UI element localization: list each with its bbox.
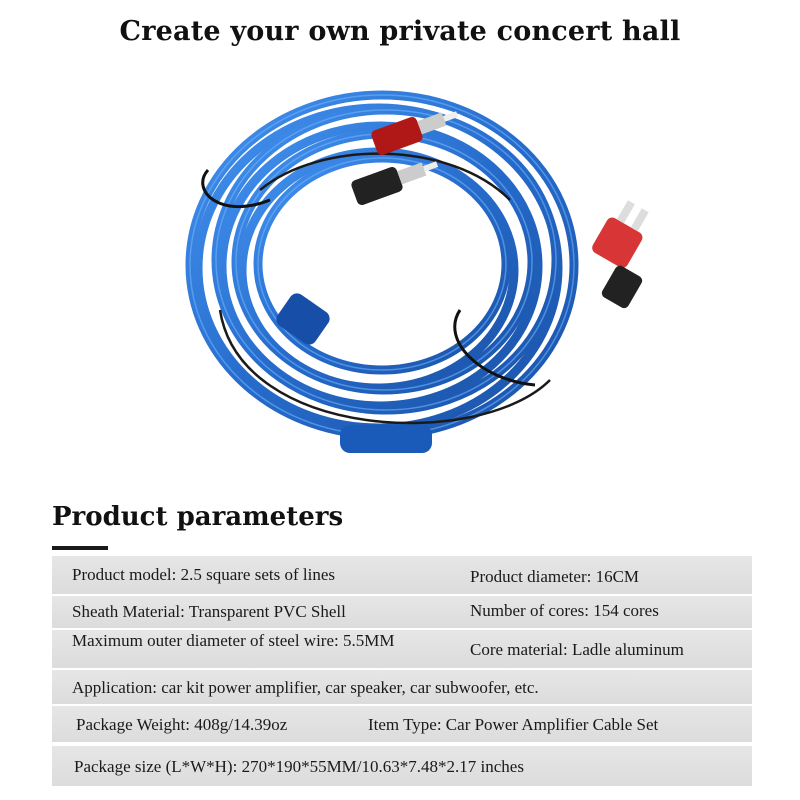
section-underline — [52, 546, 108, 550]
item-type: Item Type: Car Power Amplifier Cable Set — [368, 715, 659, 734]
param-row-6 — [52, 746, 752, 786]
product-model: Product model: 2.5 square sets of lines — [72, 565, 335, 584]
param-row-3 — [52, 630, 752, 668]
section-title: Product parameters — [52, 502, 344, 532]
page-headline: Create your own private concert hall — [119, 16, 681, 47]
package-weight: Package Weight: 408g/14.39oz — [76, 715, 288, 734]
max-outer-diameter: Maximum outer diameter of steel wire: 5.5MM — [72, 631, 395, 650]
number-of-cores: Number of cores: 154 cores — [470, 601, 659, 620]
param-row-5 — [52, 706, 752, 742]
param-row-4 — [52, 670, 752, 704]
cable-coil-image — [150, 80, 710, 480]
product-diameter: Product diameter: 16CM — [470, 567, 640, 586]
core-material: Core material: Ladle aluminum — [470, 640, 684, 659]
application: Application: car kit power amplifier, car speaker, car subwoofer, etc. — [72, 678, 539, 697]
sheath-material: Sheath Material: Transparent PVC Shell — [72, 602, 346, 621]
param-row-1 — [52, 556, 752, 594]
package-size: Package size (L*W*H): 270*190*55MM/10.63*7.48*2.17 inches — [74, 757, 524, 776]
param-row-2 — [52, 596, 752, 628]
